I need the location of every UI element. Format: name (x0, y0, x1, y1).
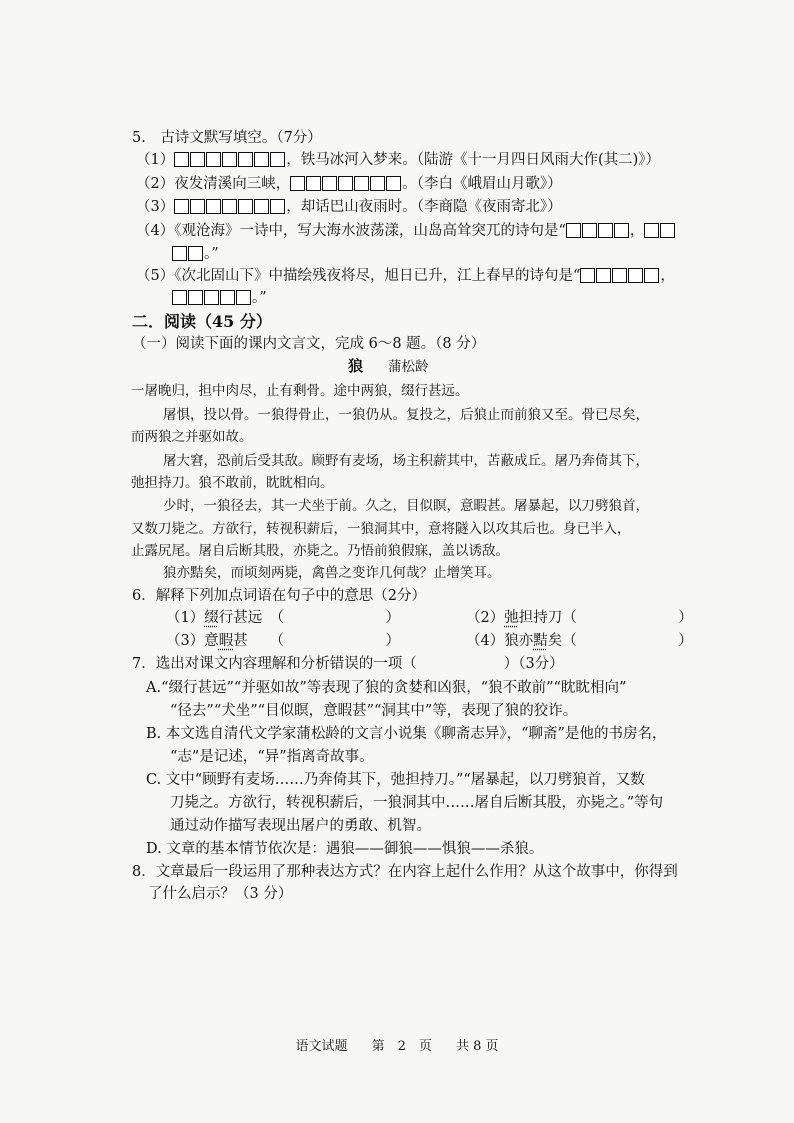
answer-boxes-2[interactable] (290, 174, 402, 194)
passage-author: 蒲松龄 (388, 359, 429, 375)
footer-total-pages: 共 8 页 (456, 1039, 499, 1054)
passage-p3a: 屠大窘，恐前后受其敌。顾野有麦场，场主积薪其中，苫蔽成丘。屠乃奔倚其下， (163, 453, 649, 469)
q7-option-c-3: 通过动作描写表现出屠户的勇敢、机智。 (170, 818, 431, 834)
q5-l3-text: ，却话巴山夜雨时。（李商隐《夜雨寄北》） (286, 199, 562, 215)
q6-i3-answer[interactable]: 甚 （ ） (233, 633, 400, 649)
answer-boxes-5b[interactable] (172, 288, 252, 308)
q5-line-3 (136, 197, 562, 217)
q5-l4-comma: ， (629, 223, 645, 239)
answer-boxes-3[interactable] (174, 197, 286, 217)
q6-item-4 (466, 631, 693, 651)
q5-l4-text: （4）《观沧海》一诗中，写大海水波荡漾，山岛高耸突兀的诗句是“ (136, 223, 566, 239)
q7-option-b-2: “志”是记述，“异”指离奇故事。 (170, 749, 374, 765)
q5-line-5a (136, 266, 675, 286)
q6-i4-answer[interactable]: 矣（ ） (547, 633, 693, 649)
passage-title: 狼 (348, 357, 364, 375)
q8-line-2: 了什么启示？（3 分） (148, 886, 293, 902)
answer-boxes-1[interactable] (174, 150, 286, 170)
passage-p4b: 又数刀毙之。方欲行，转视积薪后，一狼洞其中，意将隧入以攻其后也。身已半入， (131, 521, 631, 537)
answer-boxes-5a[interactable] (580, 266, 660, 286)
q6-i2-answer[interactable]: 担持刀（ ） (518, 610, 693, 626)
q6-i2-dotted: 弛 (504, 610, 519, 626)
footer-page-number: 第 2 页 (371, 1039, 432, 1054)
q6-i4-label: （4）狼亦 (466, 633, 534, 649)
q8-line-1: 8．文章最后一段运用了那种表达方式？在内容上起什么作用？从这个故事中，你得到 (132, 864, 678, 880)
passage-p3b: 弛担持刀。狼不敢前，眈眈相向。 (131, 475, 334, 491)
q7-option-d-1[interactable]: D. 文章的基本情节依次是：遇狼——御狼——惧狼——杀狼。 (146, 841, 544, 857)
q5-l5-close: 。” (252, 290, 267, 306)
passage-p4c: 止露尻尾。屠自后断其股，亦毙之。乃悟前狼假寐，盖以诱敌。 (131, 543, 509, 559)
q6-i1-dotted: 缀 (204, 610, 219, 626)
passage-p2b: 而两狼之并驱如故。 (131, 429, 253, 445)
q7-option-b-1[interactable]: B. 本文选自清代文学家蒲松龄的文言小说集《聊斋志异》，“聊斋”是他的书房名， (146, 726, 667, 742)
q6-i4-dotted: 黠 (533, 633, 548, 649)
q6-item-3 (166, 631, 400, 651)
section-2-subtitle: （一）阅读下面的课内文言文，完成 6～8 题。（8 分） (132, 336, 486, 352)
q5-l3-label: （3） (136, 199, 175, 215)
passage-p2a: 屠惧，投以骨。一狼得骨止，一狼仍从。复投之，后狼止而前狼又至。骨已尽矣， (163, 407, 649, 423)
q5-line-2 (136, 174, 562, 194)
answer-boxes-4b[interactable] (644, 221, 676, 241)
q5-l1-text: ，铁马冰河入梦来。（陆游《十一月四日风雨大作(其二)》） (286, 152, 661, 168)
q5-line-5b (172, 288, 267, 308)
q6-i1-answer[interactable]: 行甚远 （ ） (218, 610, 400, 626)
q5-l5-comma: ， (660, 268, 675, 284)
q5-line-1 (136, 150, 660, 170)
passage-p4a: 少时，一狼径去，其一犬坐于前。久之，目似瞑，意暇甚。屠暴起，以刀劈狼首， (163, 498, 649, 514)
q5-l2-source: 。（李白《峨眉山月歌》） (402, 176, 562, 192)
section-2-title: 二．阅读（45 分） (132, 312, 272, 331)
q7-option-a-2: “径去”“犬坐”“目似瞑，意暇甚”“洞其中”等，表现了狼的狡诈。 (170, 703, 578, 719)
page-footer (0, 1035, 794, 1054)
q5-l1-label: （1） (136, 152, 175, 168)
q6-i3-dotted: 暇 (218, 633, 234, 649)
q7-title: 7．选出对课文内容理解和分析错误的一项（ ）（3分） (132, 656, 564, 672)
q5-l2-text: （2）夜发清溪向三峡， (136, 176, 291, 192)
answer-boxes-4a[interactable] (566, 221, 630, 241)
q7-option-a-1[interactable]: A.“缀行甚远”“并驱如故”等表现了狼的贪婪和凶狠，“狼不敢前”“眈眈相向” (146, 680, 627, 696)
q7-option-c-2: 刀毙之。方欲行，转视积薪后，一狼洞其中……屠自后断其股，亦毙之。”等句 (170, 795, 664, 811)
passage-p5: 狼亦黠矣，而顷刻两毙，禽兽之变诈几何哉？止增笑耳。 (163, 565, 501, 581)
q6-i2-label: （2） (466, 610, 505, 626)
passage-p1: 一屠晚归，担中肉尽，止有剩骨。途中两狼，缀行甚远。 (131, 383, 469, 399)
q6-i3-label: （3）意 (166, 633, 219, 649)
answer-boxes-4c[interactable] (172, 244, 204, 264)
q6-item-1 (166, 608, 400, 628)
q5-line-4b (172, 244, 219, 264)
q5-line-4a (136, 221, 676, 241)
q6-item-2 (466, 608, 693, 628)
q7-option-c-1[interactable]: C. 文中“顾野有麦场……乃奔倚其下，弛担持刀。”“屠暴起，以刀劈狼首，又数 (146, 772, 645, 788)
footer-subject: 语文试题 (295, 1039, 348, 1054)
q5-l5-text: （5）《次北固山下》中描绘残夜将尽，旭日已升，江上春早的诗句是“ (136, 268, 581, 284)
q5-title: 5. 古诗文默写填空。（7分） (132, 130, 322, 146)
q5-l4-close: 。” (204, 246, 219, 262)
q6-i1-label: （1） (166, 610, 205, 626)
q6-title: 6．解释下列加点词语在句子中的意思（2分） (132, 588, 426, 604)
